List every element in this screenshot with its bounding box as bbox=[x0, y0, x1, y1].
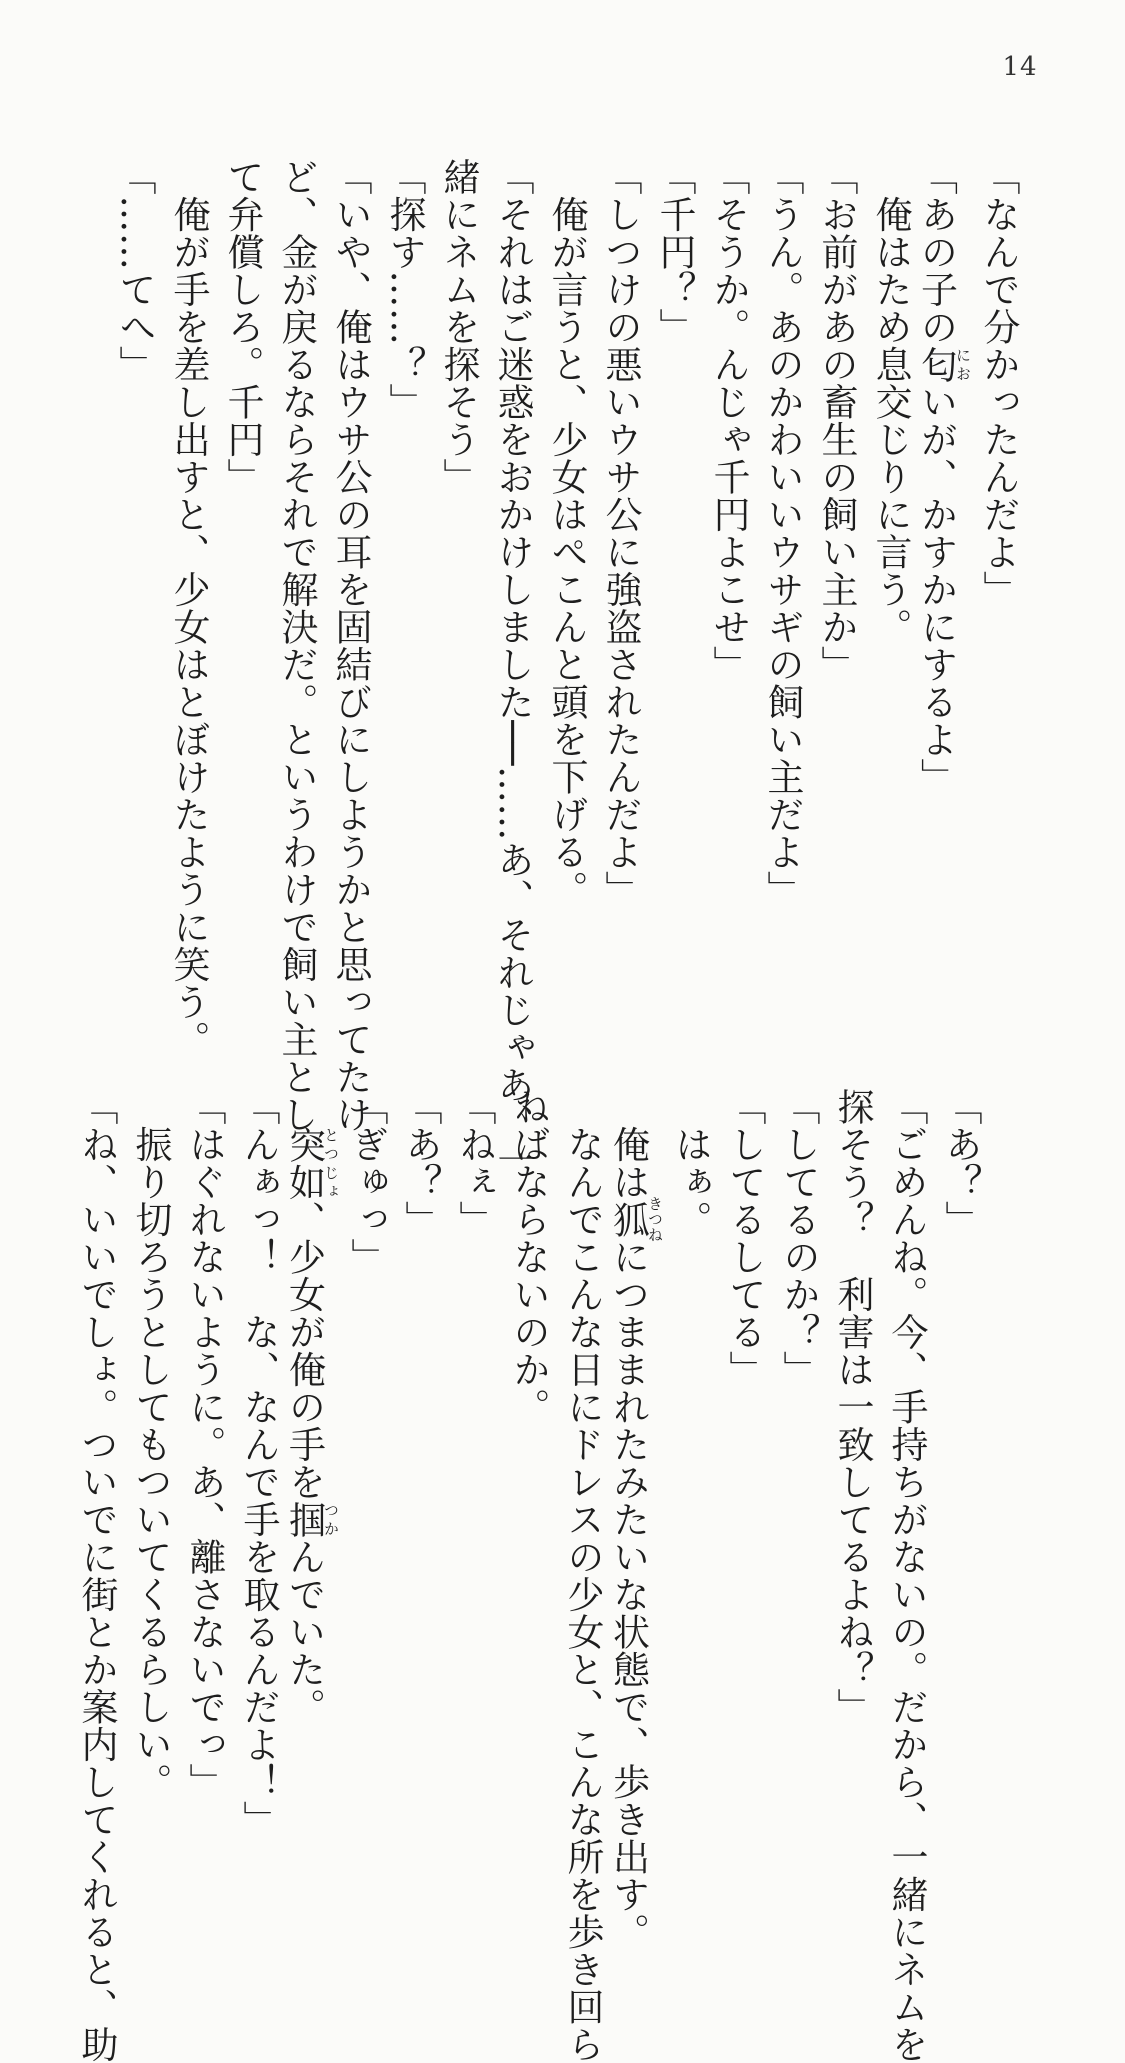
furigana: きつね bbox=[646, 1196, 664, 1243]
text-line bbox=[606, 1088, 664, 1951]
text-line bbox=[593, 158, 647, 908]
text-line bbox=[825, 1088, 879, 1726]
text-segment: 「いや、俺はウサ公の耳を固結びにしようかと思ってたけ bbox=[329, 158, 372, 1133]
text-segment: 「なんで分かったんだよ」 bbox=[977, 158, 1020, 608]
text-line bbox=[539, 158, 593, 908]
furigana: とつじょ bbox=[322, 1125, 340, 1201]
text-line bbox=[501, 1088, 555, 1426]
furigana: つか bbox=[322, 1500, 340, 1538]
text-line bbox=[431, 158, 485, 496]
text-line bbox=[282, 1088, 340, 1726]
text-segment bbox=[283, 1088, 326, 1126]
text-line bbox=[663, 1088, 717, 1238]
text-line bbox=[809, 158, 863, 683]
ruby-word: 突如とつじょ bbox=[282, 1125, 340, 1201]
text-segment: ど、金が戻るならそれで解決だ。というわけで飼い主とし bbox=[275, 158, 318, 1133]
text-segment: 「してるしてる」 bbox=[723, 1088, 766, 1388]
text-segment: 「ぎゅっ」 bbox=[345, 1088, 388, 1276]
text-line bbox=[771, 1088, 825, 1388]
text-segment: 緒にネムを探そう」 bbox=[437, 158, 480, 496]
text-line bbox=[447, 1088, 501, 1238]
text-segment: 「ごめんね。今、手持ちがないの。だから、一緒にネムを bbox=[885, 1088, 928, 2063]
text-segment: 「してるのか？」 bbox=[777, 1088, 820, 1388]
text-segment: 俺が手を差し出すと、少女はとぼけたように笑う。 bbox=[167, 158, 210, 1058]
text-line bbox=[701, 158, 755, 683]
text-line bbox=[393, 1088, 447, 1238]
text-line bbox=[933, 1088, 987, 1238]
text-segment: 俺が言うと、少女はぺこんと頭を下げる。 bbox=[545, 158, 588, 908]
text-segment: 「しつけの悪いウサ公に強盗されたんだよ」 bbox=[599, 158, 642, 908]
text-line bbox=[914, 158, 972, 796]
text-line bbox=[647, 158, 701, 346]
text-segment: なんでこんな日にドレスの少女と、こんな所を歩き回ら bbox=[561, 1088, 604, 2063]
text-segment: ねばならないのか。 bbox=[507, 1088, 550, 1426]
text-line bbox=[123, 1088, 177, 1801]
text-line bbox=[717, 1088, 771, 1388]
text-line bbox=[971, 158, 1025, 608]
text-line bbox=[269, 158, 323, 1133]
furigana: にお bbox=[954, 345, 972, 383]
text-segment: 「あ？」 bbox=[939, 1088, 982, 1238]
text-segment: 、少女が俺の手を bbox=[282, 1200, 326, 1501]
text-segment: 「あの子の bbox=[914, 158, 958, 346]
ruby-word: 狐きつね bbox=[606, 1196, 664, 1243]
text-line bbox=[377, 158, 431, 421]
text-segment: 「そうか。んじゃ千円よこせ」 bbox=[707, 158, 750, 683]
text-segment: 「ねぇ」 bbox=[453, 1088, 496, 1238]
text-line bbox=[339, 1088, 393, 1276]
text-line bbox=[215, 158, 269, 496]
text-segment: 「千円？」 bbox=[653, 158, 696, 346]
text-segment: 「はぐれないように。あ、離さないでっ」 bbox=[183, 1088, 226, 1801]
text-segment: 振り切ろうとしてもついてくるらしい。 bbox=[129, 1088, 172, 1801]
ruby-word: 掴つか bbox=[282, 1500, 340, 1538]
text-line bbox=[755, 158, 809, 908]
text-segment: 「うん。あのかわいいウサギの飼い主だよ」 bbox=[761, 158, 804, 908]
text-segment: 「ね、いいでしょ。ついでに街とか案内してくれると、助 bbox=[75, 1088, 118, 2063]
text-segment: いが、かすかにするよ」 bbox=[914, 383, 958, 796]
lower-text-block bbox=[69, 1088, 987, 2063]
text-segment: んでいた。 bbox=[282, 1538, 326, 1726]
text-segment: 「あ？」 bbox=[399, 1088, 442, 1238]
text-line bbox=[177, 1088, 231, 1801]
ruby-word: 匂にお bbox=[914, 345, 972, 383]
text-line bbox=[69, 1088, 123, 2063]
text-line bbox=[485, 158, 539, 1179]
text-segment: 「お前があの畜生の飼い主か」 bbox=[815, 158, 858, 683]
text-segment: 俺はため息交じりに言う。 bbox=[869, 158, 912, 646]
text-line bbox=[107, 158, 161, 383]
text-segment: 「探す……？」 bbox=[383, 158, 426, 421]
text-segment: はぁ。 bbox=[669, 1088, 712, 1238]
text-segment: 「……てへ」 bbox=[113, 158, 156, 383]
text-segment: て弁償しろ。千円」 bbox=[221, 158, 264, 496]
text-segment: 俺は bbox=[606, 1088, 650, 1201]
text-line bbox=[161, 158, 215, 1058]
text-segment: 「んぁっ！ な、なんで手を取るんだよ！」 bbox=[237, 1088, 280, 1838]
text-segment: につままれたみたいな状態で、歩き出す。 bbox=[606, 1238, 650, 1951]
text-segment: 「それはご迷惑をおかけしました──……あ、それじゃあ、一 bbox=[491, 158, 534, 1179]
text-segment: 探そう？ 利害は一致してるよね？」 bbox=[831, 1088, 874, 1726]
text-line bbox=[879, 1088, 933, 2063]
text-line bbox=[323, 158, 377, 1133]
page-number: 14 bbox=[1002, 52, 1038, 82]
